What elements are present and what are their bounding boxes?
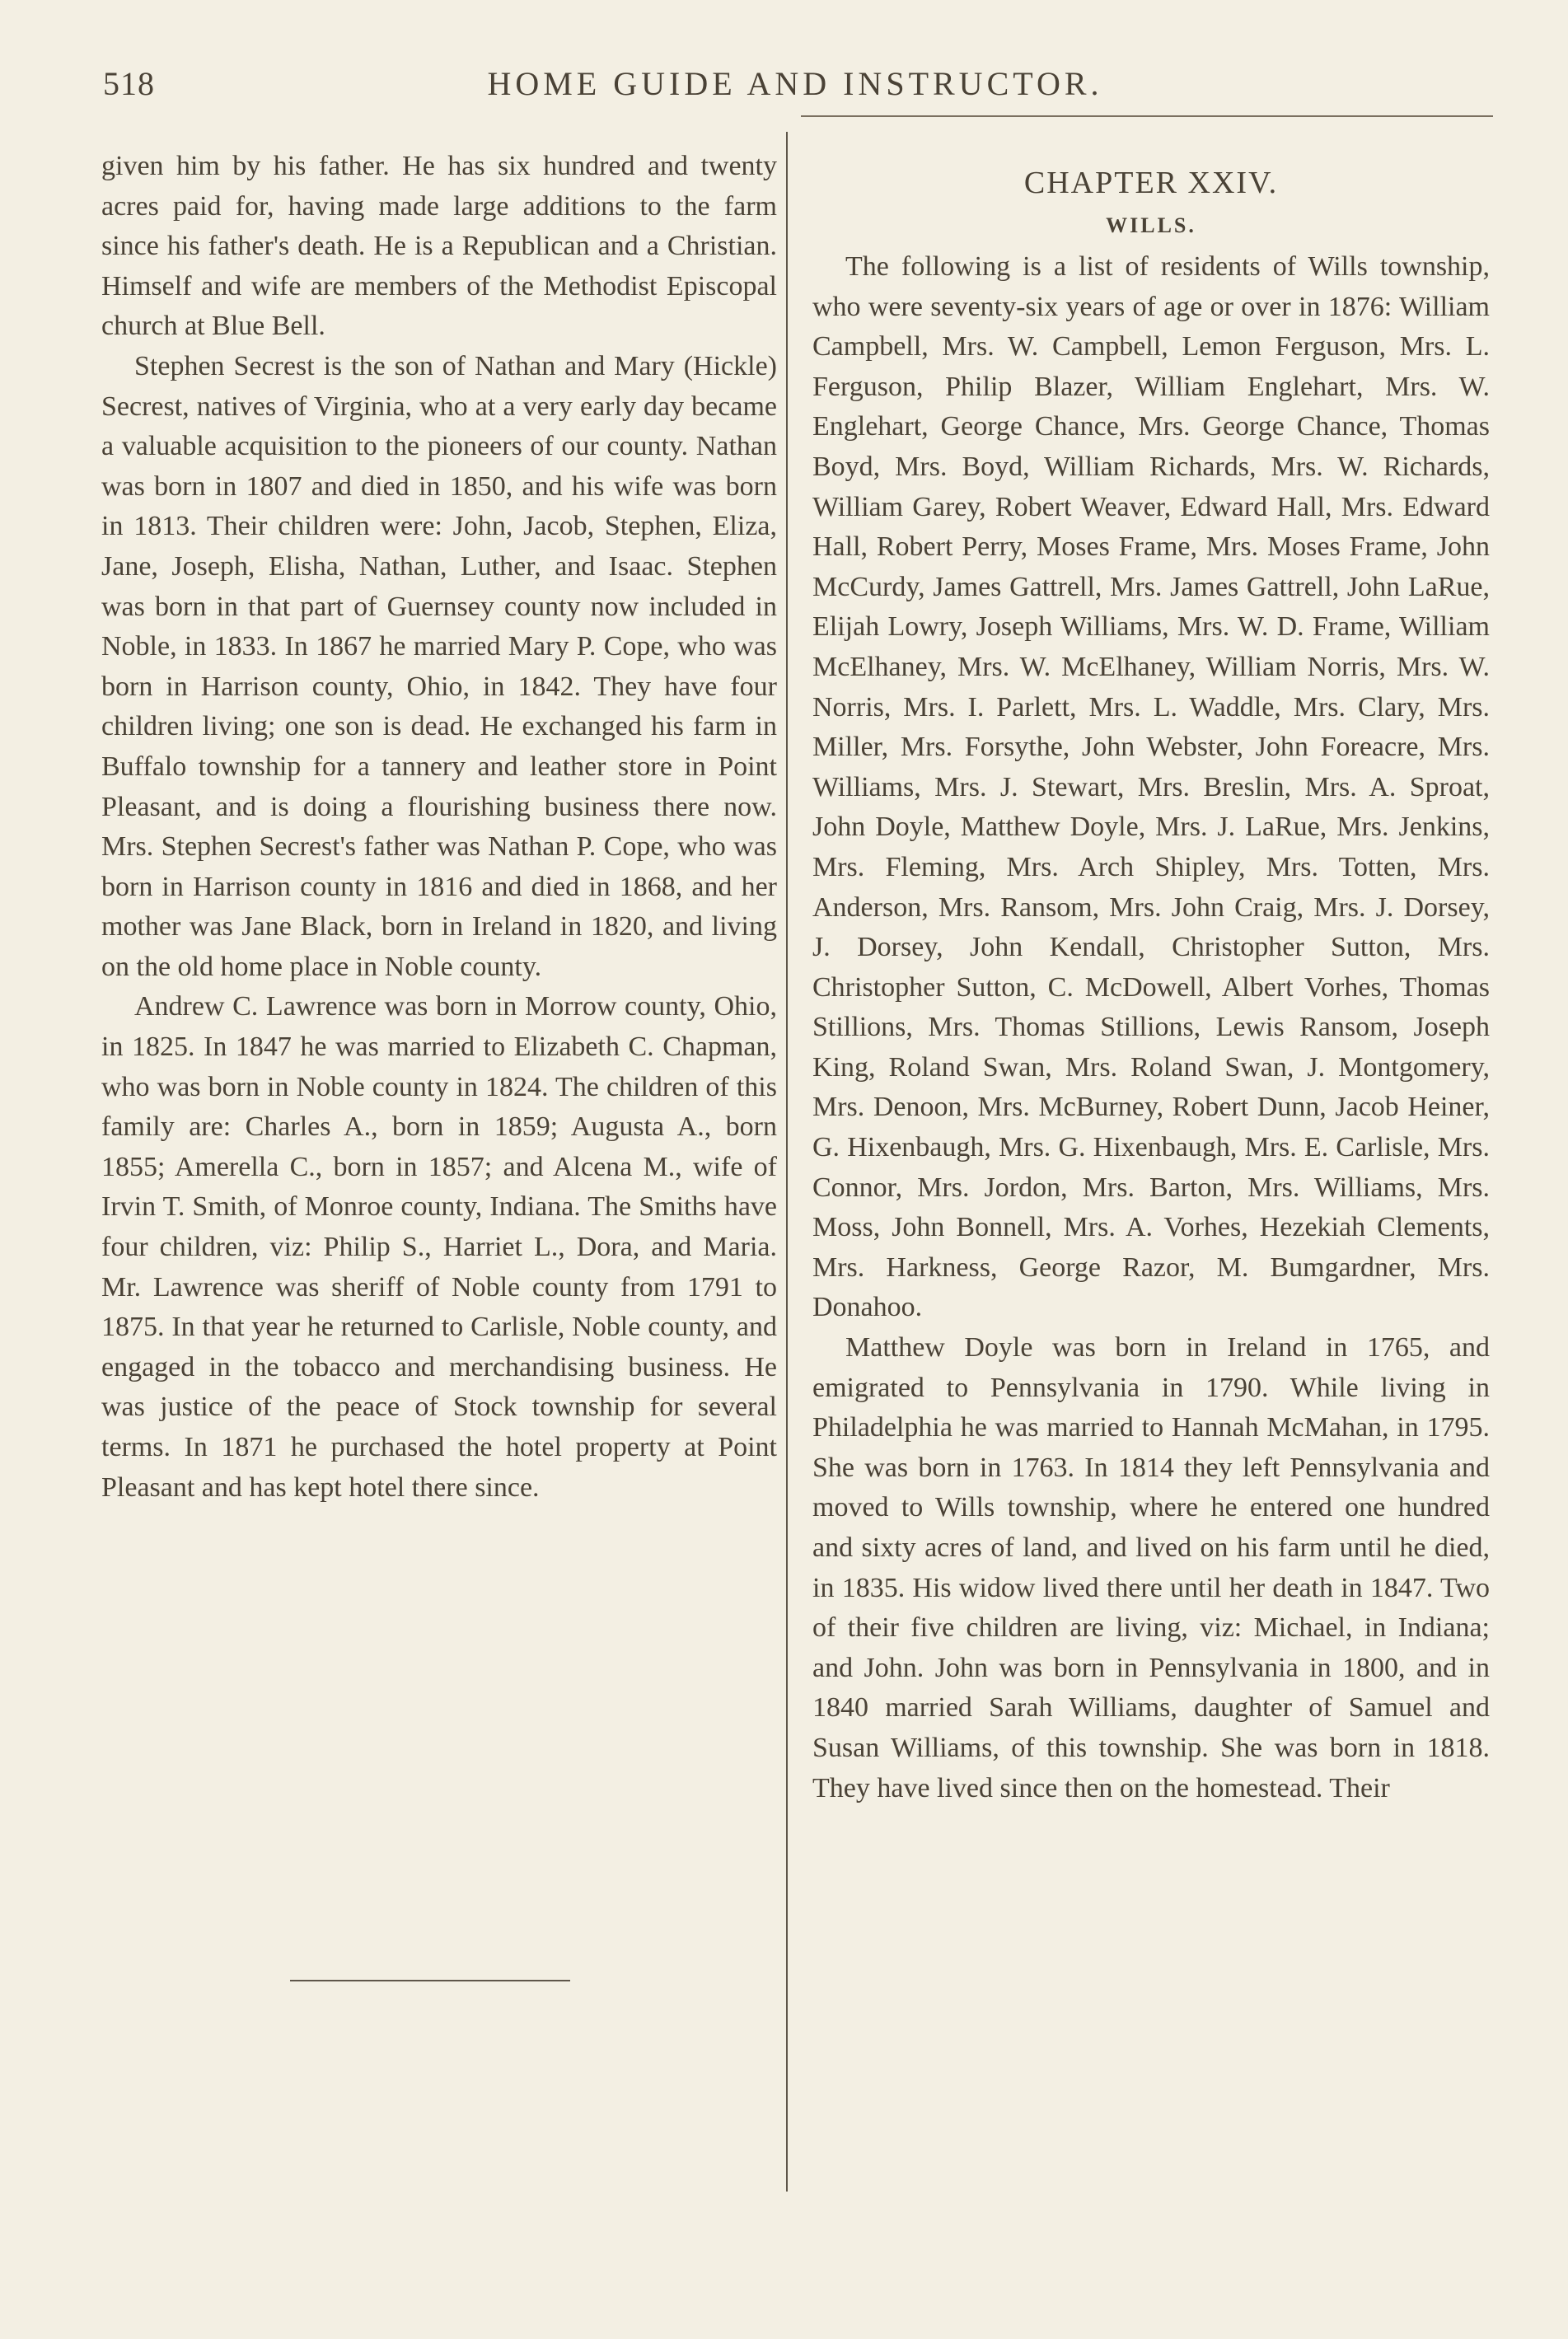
page-number: 518 — [103, 65, 155, 102]
paragraph: Stephen Secrest is the son of Nathan and Mary (Hickle) Secrest, natives of Virginia, who at a very early day became a valuable acquisition to the pioneers of our county. Nathan was born in 1807 and died in 1850, and his wife was born in 1813. Their children were: John, Jacob, Stephen, Eliza, Jane, Joseph, Elisha, Nathan, Luther, and Isaac. Stephen was born in that part of Guernsey county now included in Noble, in 1833. In 1867 he married Mary P. Cope, who was born in Harrison county, Ohio, in 1842. They have four children living; one son is dead. He exchanged his farm in Buffalo township for a tannery and leather store in Point Pleasant, and is doing a flourishing business there now. Mrs. Stephen Secrest's father was Nathan P. Cope, who was born in Harrison county in 1816 and died in 1868, and her mother was Jane Black, born in Ireland in 1820, and living on the old home place in Noble county. — [101, 350, 777, 982]
left-column — [101, 147, 777, 1508]
chapter-subtitle: WILLS. — [1106, 213, 1196, 237]
right-column — [812, 163, 1490, 1808]
running-head: HOME GUIDE AND INSTRUCTOR. — [487, 65, 1103, 102]
paragraph: The following is a list of residents of Wills township, who were seventy-six years of age or over in 1876: William Campbell, Mrs. W. Campbell, Lemon Ferguson, Mrs. L. Ferguson, Philip Blazer, William Englehart, Mrs. W. Englehart, George Chance, Mrs. George Chance, Thomas Boyd, Mrs. Boyd, William Richards, Mrs. W. Richards, William Garey, Robert Weaver, Edward Hall, Mrs. Edward Hall, Robert Perry, Moses Frame, Mrs. Moses Frame, John McCurdy, James Gattrell, Mrs. James Gattrell, John LaRue, Elijah Lowry, Joseph Williams, Mrs. W. D. Frame, William McElhaney, Mrs. W. McElhaney, William Norris, Mrs. W. Norris, Mrs. I. Parlett, Mrs. L. Waddle, Mrs. Clary, Mrs. Miller, Mrs. Forsythe, John Webster, John Foreacre, Mrs. Williams, Mrs. J. Stewart, Mrs. Breslin, Mrs. A. Sproat, John Doyle, Matthew Doyle, Mrs. J. LaRue, Mrs. Jenkins, Mrs. Fleming, Mrs. Arch Shipley, Mrs. Totten, Mrs. Anderson, Mrs. Ransom, Mrs. John Craig, Mrs. J. Dorsey, J. Dorsey, John Kendall, Christopher Sutton, Mrs. Christopher Sutton, C. McDowell, Albert Vorhes, Thomas Stillions, Mrs. Thomas Stillions, Lewis Ransom, Joseph King, Roland Swan, Mrs. Roland Swan, J. Montgomery, Mrs. Denoon, Mrs. McBurney, Robert Dunn, Jacob Heiner, G. Hixenbaugh, Mrs. G. Hixenbaugh, Mrs. E. Carlisle, Mrs. Connor, Mrs. Jordon, Mrs. Barton, Mrs. Williams, Mrs. Moss, John Bonnell, Mrs. A. Vorhes, Hezekiah Clements, Mrs. Harkness, George Razor, M. Bumgardner, Mrs. Donahoo. — [812, 251, 1490, 1323]
header-rule — [801, 115, 1493, 117]
page-header — [103, 64, 1487, 105]
paragraph: Andrew C. Lawrence was born in Morrow county, Ohio, in 1825. In 1847 he was married to Elizabeth C. Chapman, who was born in Noble county in 1824. The children of this family are: Charles A., born in 1859; Augusta A., born 1855; Amerella C., born in 1857; and Alcena M., wife of Irvin T. Smith, of Monroe county, Indiana. The Smiths have four children, viz: Philip S., Harriet L., Dora, and Maria. Mr. Lawrence was sheriff of Noble county from 1791 to 1875. In that year he returned to Carlisle, Noble county, and engaged in the tobacco and merchandising business. He was justice of the peace of Stock township for several terms. In 1871 he purchased the hotel property at Point Pleasant and has kept hotel there since. — [101, 991, 777, 1503]
section-end-rule — [290, 1980, 570, 1981]
chapter-title: CHAPTER XXIV. — [1023, 166, 1279, 200]
paragraph: given him by his father. He has six hundred and twenty acres paid for, having made large additions to the farm since his father's death. He is a Republican and a Christian. Himself and wife are members of the Methodist Episcopal church at Blue Bell. — [101, 151, 777, 342]
paragraph: Matthew Doyle was born in Ireland in 1765, and emigrated to Pennsylvania in 1790. While living in Philadelphia he was married to Hannah McMahan, in 1795. She was born in 1763. In 1814 they left Pennsylvania and moved to Wills township, where he entered one hundred and sixty acres of land, and lived on his farm until he died, in 1835. His widow lived there until her death in 1847. Two of their five children are living, viz: Michael, in Indiana; and John. John was born in Pennsylvania in 1800, and in 1840 married Sarah Williams, daughter of Samuel and Susan Williams, of this township. She was born in 1818. They have lived since then on the homestead. Their — [812, 1332, 1490, 1803]
column-divider — [786, 132, 788, 2192]
